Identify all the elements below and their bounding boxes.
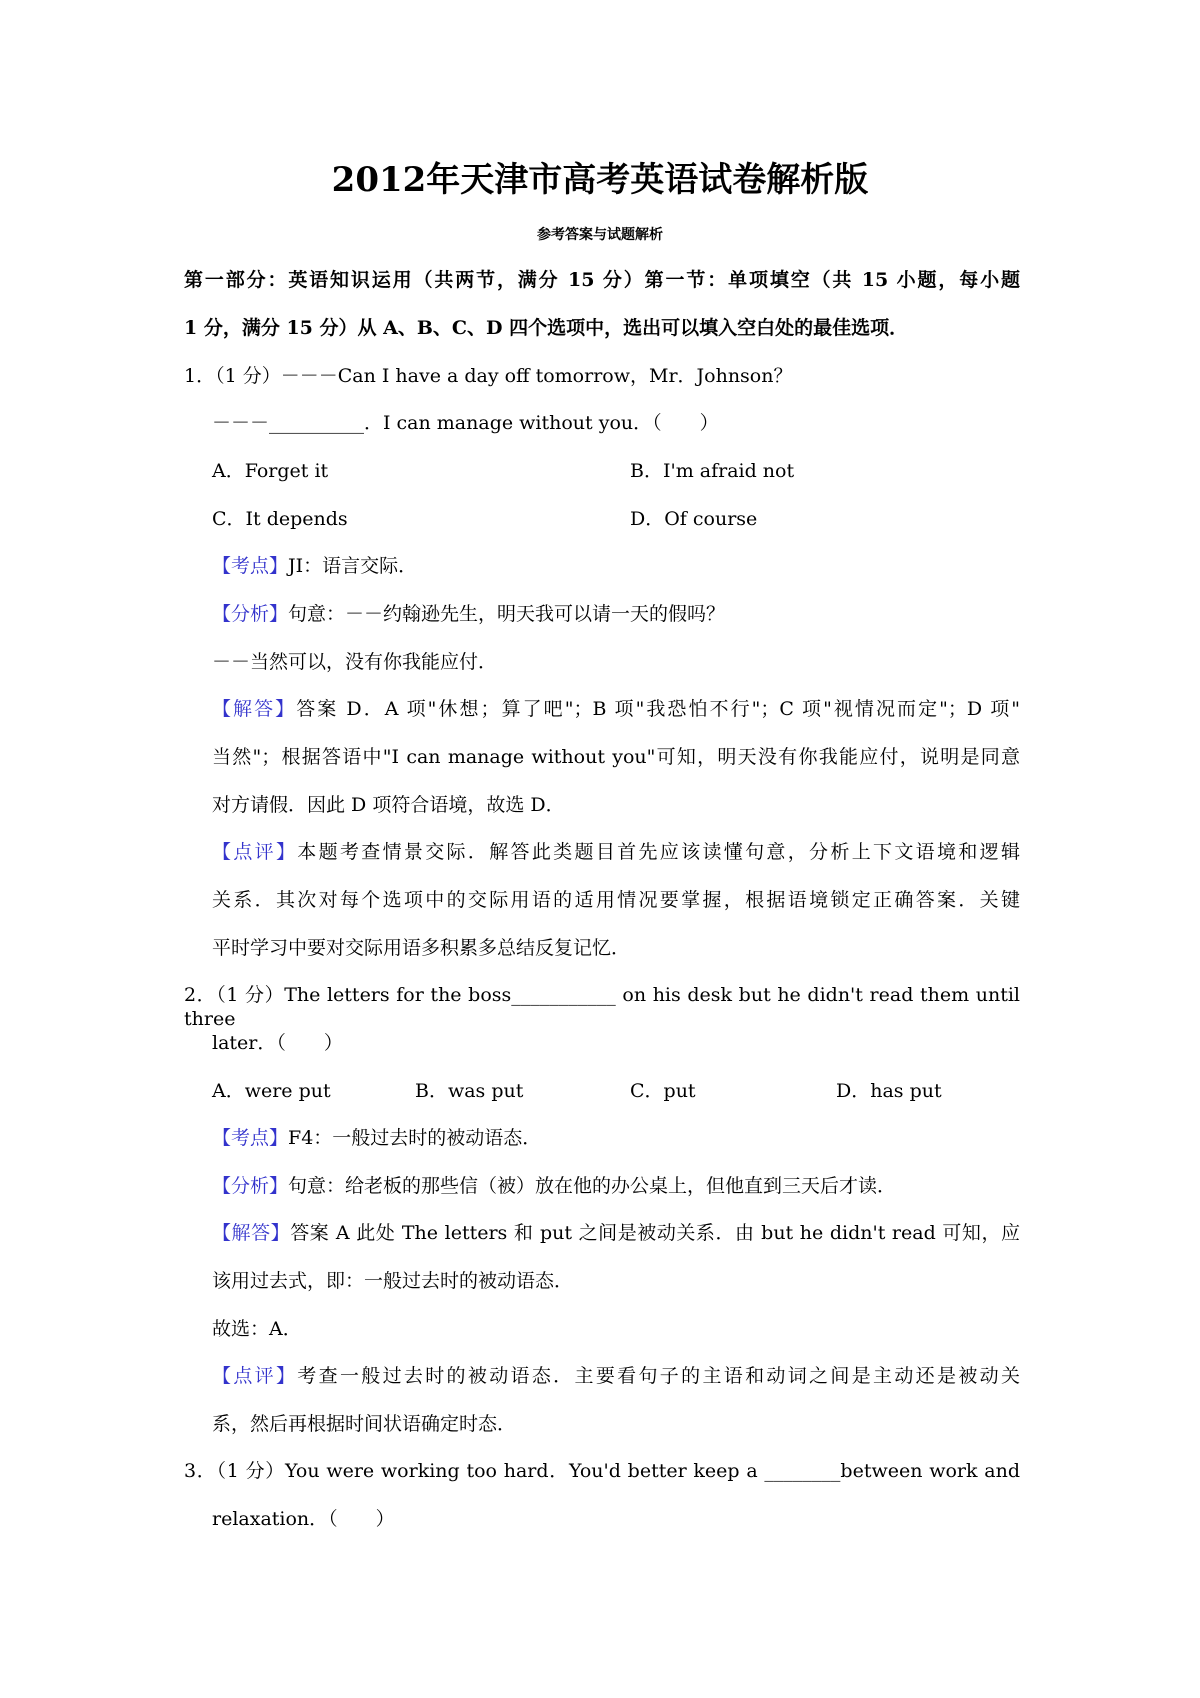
q2-kaodian (212, 1126, 541, 1150)
q1-kaodian (212, 554, 417, 578)
q1-option-c: C．It depends (212, 508, 348, 530)
q2-dianping-line2: 系，然后再根据时间状语确定时态． (212, 1413, 517, 1435)
q2-fenxi-text: 句意：给老板的那些信（被）放在他的办公桌上，但他直到三天后才读． (288, 1175, 897, 1197)
q2-jieda-line3: 故选：A． (212, 1318, 302, 1340)
q2-option-a: A．were put (212, 1080, 331, 1102)
q2-stem-line2: later．（ ） (212, 1032, 343, 1054)
part-heading-line2: 1 分，满分 15 分）从 A、B、C、D 四个选项中，选出可以填入空白处的最佳选项． (184, 317, 909, 339)
q2-stem-line1: 2．（1 分）The letters for the boss___________ on his desk but he didn't read them until three (184, 984, 1020, 1030)
q1-jieda (212, 697, 1020, 721)
q1-dianping-line2: 关系．其次对每个选项中的交际用语的适用情况要掌握，根据语境锁定正确答案．关键 (212, 889, 1020, 911)
q2-dianping-text: 考查一般过去时的被动语态．主要看句子的主语和动词之间是主动还是被动关 (297, 1365, 1020, 1387)
q1-fenxi-line2: －－当然可以，没有你我能应付． (212, 651, 498, 673)
q1-dianping-line3: 平时学习中要对交际用语多积累多总结反复记忆． (212, 937, 631, 959)
q1-option-a: A．Forget it (212, 460, 329, 482)
q2-fenxi (212, 1174, 896, 1198)
dianping-tag: 【点评】 (212, 1365, 298, 1387)
fenxi-tag: 【分析】 (212, 1175, 289, 1197)
q1-stem-line1: 1．（1 分）－－－Can I have a day off tomorrow，Mr．Johnson？ (184, 365, 793, 387)
q1-jieda-text: 答案 D．A 项"休想；算了吧"；B 项"我恐怕不行"；C 项"视情况而定"；D 项" (296, 698, 1020, 720)
dianping-tag: 【点评】 (212, 841, 298, 863)
q2-jieda-text: 答案 A 此处 The letters 和 put 之间是被动关系．由 but he didn't read 可知，应 (290, 1222, 1020, 1244)
q2-dianping (212, 1364, 1020, 1388)
kaodian-tag: 【考点】 (212, 555, 289, 577)
page-title: 2012年天津市高考英语试卷解析版 (331, 160, 869, 200)
q3-stem-line2: relaxation．（ ） (212, 1508, 395, 1530)
q1-fenxi-text: 句意：－－约翰逊先生，明天我可以请一天的假吗？ (288, 603, 726, 625)
q2-option-c: C．put (630, 1080, 696, 1102)
q1-kaodian-text: JI：语言交际． (288, 555, 418, 577)
q3-stem-line1: 3．（1 分）You were working too hard．You'd better keep a ________between work and (184, 1460, 1020, 1482)
part-heading-line1: 第一部分：英语知识运用（共两节，满分 15 分）第一节：单项填空（共 15 小题，每小题 (184, 269, 1020, 291)
q1-stem-line2: －－－__________．I can manage without you．（ ） (212, 412, 719, 434)
jieda-tag: 【解答】 (212, 698, 297, 720)
page-subtitle: 参考答案与试题解析 (537, 227, 663, 243)
q2-jieda-line2: 该用过去式，即：一般过去时的被动语态． (212, 1270, 574, 1292)
q1-jieda-line3: 对方请假．因此 D 项符合语境，故选 D． (212, 794, 565, 816)
fenxi-tag: 【分析】 (212, 603, 289, 625)
q1-jieda-line2: 当然"；根据答语中"I can manage without you"可知，明天没有你我能应付，说明是同意 (212, 746, 1020, 768)
q1-option-d: D．Of course (630, 508, 758, 530)
q1-dianping-text: 本题考查情景交际．解答此类题目首先应该读懂句意，分析上下文语境和逻辑 (297, 841, 1020, 863)
q1-dianping (212, 840, 1020, 864)
jieda-tag: 【解答】 (212, 1222, 291, 1244)
q2-jieda (212, 1221, 1020, 1245)
q1-option-b: B．I'm afraid not (630, 460, 795, 482)
q2-option-d: D．has put (836, 1080, 942, 1102)
q1-fenxi (212, 602, 725, 626)
kaodian-tag: 【考点】 (212, 1127, 289, 1149)
q2-kaodian-text: F4：一般过去时的被动语态． (288, 1127, 542, 1149)
q2-option-b: B．was put (415, 1080, 524, 1102)
